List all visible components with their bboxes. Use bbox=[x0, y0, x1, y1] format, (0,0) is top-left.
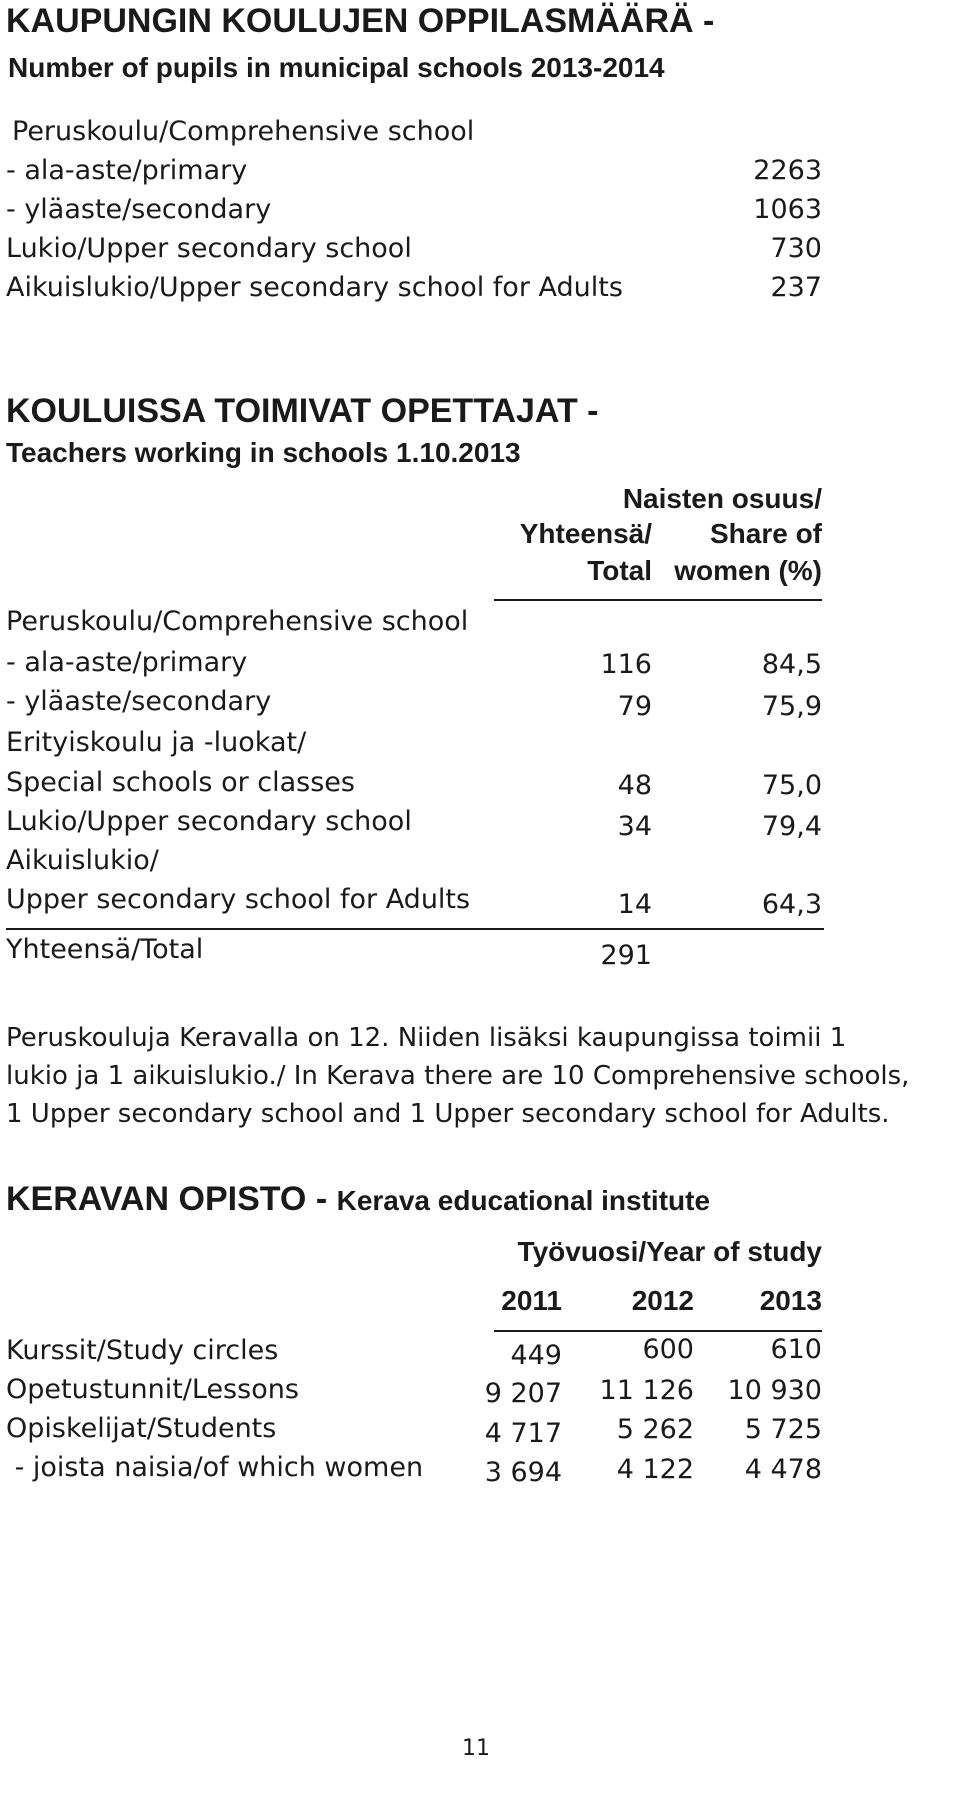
teachers-row-label: - ala-aste/primary bbox=[6, 647, 248, 678]
opisto-row-value: 4 478 bbox=[744, 1454, 822, 1485]
col-share-line-1: Naisten osuus/ bbox=[622, 483, 822, 514]
opisto-row-value: 4 122 bbox=[616, 1454, 694, 1485]
opisto-row-value: 449 bbox=[510, 1340, 562, 1371]
opisto-row-value: 600 bbox=[642, 1334, 694, 1365]
teachers-note-line: 1 Upper secondary school and 1 Upper secondary school for Adults. bbox=[6, 1099, 890, 1129]
teachers-row-label: - yläaste/secondary bbox=[6, 686, 272, 717]
teachers-row-share: 84,5 bbox=[761, 649, 822, 680]
pupils-row-value: 237 bbox=[770, 272, 822, 303]
teachers-row-total: 116 bbox=[600, 649, 652, 680]
pupils-row-label: Peruskoulu/Comprehensive school bbox=[12, 116, 475, 147]
teachers-row-share: 75,0 bbox=[761, 770, 822, 801]
col-total-line-2: Total bbox=[587, 555, 652, 586]
teachers-sum-label: Yhteensä/Total bbox=[6, 934, 204, 965]
opisto-row-label: Opetustunnit/Lessons bbox=[6, 1374, 299, 1405]
opisto-row-value: 9 207 bbox=[484, 1378, 562, 1409]
teachers-row-share: 75,9 bbox=[761, 691, 822, 722]
col-share-line-3: women (%) bbox=[674, 555, 822, 586]
opisto-row-label: Opiskelijat/Students bbox=[6, 1413, 277, 1444]
teachers-note-line: Peruskouluja Keravalla on 12. Niiden lisäksi kaupungissa toimii 1 bbox=[6, 1023, 847, 1053]
teachers-row-label: Upper secondary school for Adults bbox=[6, 884, 471, 915]
teachers-row-total: 14 bbox=[617, 889, 652, 920]
pupils-row-value: 730 bbox=[770, 233, 822, 264]
teachers-row-label: Special schools or classes bbox=[6, 767, 355, 798]
opisto-row-value: 10 930 bbox=[727, 1375, 822, 1406]
opisto-row-value: 11 126 bbox=[599, 1375, 694, 1406]
teachers-row-label: Erityiskoulu ja -luokat/ bbox=[6, 727, 307, 758]
teachers-row-label: Aikuislukio/ bbox=[6, 845, 159, 876]
pupils-row-label: - yläaste/secondary bbox=[6, 194, 272, 225]
teachers-row-label: Lukio/Upper secondary school bbox=[6, 806, 412, 837]
pupils-title-fi: KAUPUNGIN KOULUJEN OPPILASMÄÄRÄ - bbox=[6, 2, 715, 40]
pupils-title-en: Number of pupils in municipal schools 2013-2014 bbox=[8, 52, 665, 83]
year-2011: 2011 bbox=[501, 1285, 562, 1316]
page-number: 11 bbox=[462, 1736, 490, 1761]
header-rule bbox=[494, 599, 822, 601]
pupils-row-value: 2263 bbox=[753, 155, 822, 186]
pupils-row-value: 1063 bbox=[753, 194, 822, 225]
pupils-row-label: Lukio/Upper secondary school bbox=[6, 233, 412, 264]
teachers-row-total: 34 bbox=[617, 811, 652, 842]
opisto-row-value: 4 717 bbox=[484, 1418, 562, 1449]
years-rule bbox=[494, 1330, 822, 1332]
opisto-title-en: Kerava educational institute bbox=[336, 1185, 711, 1216]
opisto-title-fi: KERAVAN OPISTO - bbox=[6, 1180, 337, 1218]
opisto-row-value: 610 bbox=[770, 1334, 822, 1365]
opisto-title bbox=[6, 1180, 710, 1219]
opisto-row-value: 5 725 bbox=[744, 1414, 822, 1445]
col-share-line-2: Share of bbox=[709, 518, 822, 549]
year-header: Työvuosi/Year of study bbox=[517, 1236, 822, 1267]
teachers-sum-total: 291 bbox=[600, 940, 652, 971]
teachers-row-total: 79 bbox=[617, 691, 652, 722]
opisto-row-value: 3 694 bbox=[484, 1457, 562, 1488]
teachers-row-share: 79,4 bbox=[761, 811, 822, 842]
year-2013: 2013 bbox=[759, 1285, 822, 1316]
teachers-title-en: Teachers working in schools 1.10.2013 bbox=[6, 437, 521, 468]
col-total-line-1: Yhteensä/ bbox=[519, 518, 652, 549]
opisto-row-label: Kurssit/Study circles bbox=[6, 1335, 279, 1366]
opisto-row-value: 5 262 bbox=[616, 1414, 694, 1445]
teachers-row-total: 48 bbox=[617, 770, 652, 801]
teachers-row-share: 64,3 bbox=[761, 889, 822, 920]
pupils-row-label: - ala-aste/primary bbox=[6, 155, 248, 186]
teachers-row-label: Peruskoulu/Comprehensive school bbox=[6, 606, 469, 637]
opisto-row-label: - joista naisia/of which women bbox=[6, 1452, 424, 1483]
pupils-row-label: Aikuislukio/Upper secondary school for Adults bbox=[6, 272, 623, 303]
teachers-note-line: lukio ja 1 aikuislukio./ In Kerava there are 10 Comprehensive schools, bbox=[6, 1061, 910, 1091]
sum-rule bbox=[6, 928, 824, 930]
year-2012: 2012 bbox=[631, 1285, 694, 1316]
teachers-title-fi: KOULUISSA TOIMIVAT OPETTAJAT - bbox=[6, 392, 599, 430]
